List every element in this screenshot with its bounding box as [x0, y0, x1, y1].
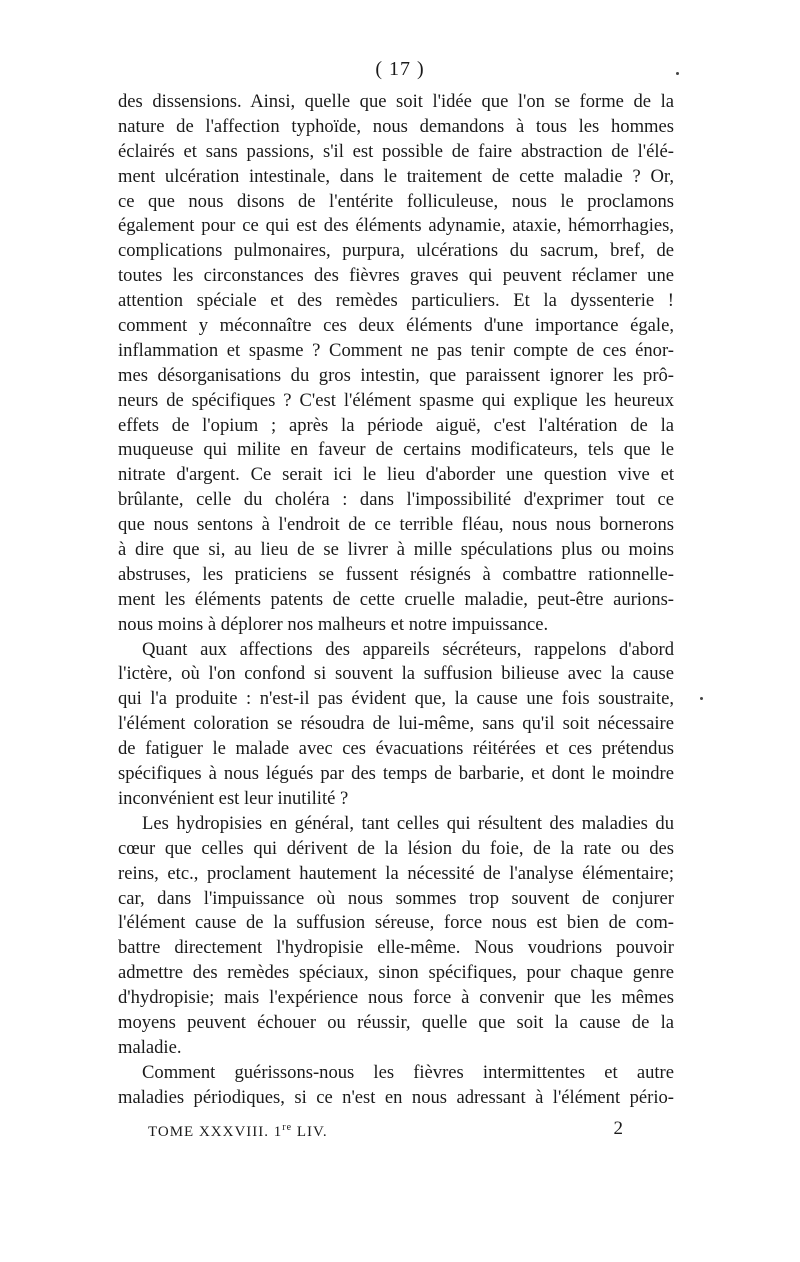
print-speck [700, 697, 703, 700]
text-line: moyens peuvent échouer ou réussir, quelle que soit la cause de la [118, 1011, 674, 1033]
text-line: cœur que celles qui dérivent de la lésion du foie, de la rate ou des [118, 837, 674, 859]
footer-tome: TOME XXXVIII. [148, 1124, 270, 1140]
text-line: Les hydropisies en général, tant celles qui résultent des maladies du [142, 812, 674, 834]
text-line: nature de l'affection typhoïde, nous demandons à tous les hommes [118, 115, 674, 137]
text-line: maladies périodiques, si ce n'est en nous adressant à l'élément pério- [118, 1086, 674, 1108]
text-line: qui l'a produite : n'est-il pas évident que, la cause une fois soustraite, [118, 688, 674, 710]
text-line: d'hydropisie; mais l'expérience nous force à convenir que les mêmes [118, 987, 674, 1009]
text-line: effets de l'opium ; après la période aiguë, c'est l'altération de la [118, 414, 674, 436]
footer-livraison-label: LIV. [296, 1124, 328, 1140]
text-line: nous moins à déplorer nos malheurs et notre impuissance. [118, 613, 549, 635]
body-text [118, 90, 674, 1111]
text-line: brûlante, celle du choléra : dans l'impossibilité d'exprimer tout ce [118, 489, 674, 511]
text-line: ce que nous disons de l'entérite folliculeuse, nous le proclamons [118, 190, 674, 212]
text-line: de fatiguer le malade avec ces évacuations réitérées et ces prétendus [118, 738, 674, 760]
text-line: inconvénient est leur inutilité ? [118, 787, 349, 809]
text-line: battre directement l'hydropisie elle-même. Nous voudrions pouvoir [118, 937, 674, 959]
text-line: que nous sentons à l'endroit de ce terrible fléau, nous nous bornerons [118, 514, 674, 536]
text-line: nitrate d'argent. Ce serait ici le lieu d'aborder une question vive et [118, 464, 674, 486]
page-footer [148, 1118, 648, 1144]
text-line: admettre des remèdes spéciaux, sinon spécifiques, pour chaque genre [118, 962, 674, 984]
text-line: éclairés et sans passions, s'il est possible de faire abstraction de l'élé- [118, 140, 674, 162]
text-line: abstruses, les praticiens se fussent résignés à combattre rationnelle- [118, 563, 674, 585]
text-line: Comment guérissons-nous les fièvres intermittentes et autre [142, 1061, 674, 1083]
text-line: ment les éléments patents de cette cruelle maladie, peut-être aurions- [118, 588, 674, 610]
text-line: inflammation et spasme ? Comment ne pas tenir compte de ces énor- [118, 339, 674, 361]
page-number: ( 17 ) [375, 58, 425, 80]
text-line: toutes les circonstances des fièvres graves qui peuvent réclamer une [118, 265, 674, 287]
text-line: maladie. [118, 1036, 182, 1058]
footer-livraison-suffix: re [282, 1122, 293, 1133]
text-line: complications pulmonaires, purpura, ulcérations du sacrum, bref, de [118, 240, 674, 262]
text-line: comment y méconnaître ces deux éléments d'une importance égale, [118, 315, 674, 337]
text-line: muqueuse qui milite en faveur de certains modificateurs, tels que le [118, 439, 674, 461]
text-line: l'élément coloration se résoudra de lui-même, sans qu'il soit nécessaire [118, 713, 674, 735]
print-speck [676, 72, 679, 75]
text-line: ment ulcération intestinale, dans le traitement de cette maladie ? Or, [118, 165, 674, 187]
text-line: l'élément cause de la suffusion séreuse, force nous est bien de com- [118, 912, 674, 934]
text-line: Quant aux affections des appareils sécréteurs, rappelons d'abord [142, 638, 674, 660]
footer-signature-line [148, 1122, 328, 1141]
text-line: mes désorganisations du gros intestin, que paraissent ignorer les prô- [118, 364, 674, 386]
text-line: l'ictère, où l'on confond si souvent la suffusion bilieuse avec la cause [118, 663, 674, 685]
text-line: neurs de spécifiques ? C'est l'élément spasme qui explique les heureux [118, 389, 674, 411]
text-line: attention spéciale et des remèdes particuliers. Et la dyssenterie ! [118, 290, 674, 312]
text-line: à dire que si, au lieu de se livrer à mille spéculations plus ou moins [118, 539, 674, 561]
text-line: également pour ce qui est des éléments adynamie, ataxie, hémorrhagies, [118, 215, 674, 237]
footer-signature-mark: 2 [613, 1118, 624, 1139]
text-line: reins, etc., proclament hautement la nécessité de l'analyse élémentaire; [118, 862, 674, 884]
footer-livraison-number: 1 [273, 1124, 283, 1140]
text-line: spécifiques à nous légués par des temps de barbarie, et dont le moindre [118, 763, 674, 785]
text-line: car, dans l'impuissance où nous sommes trop souvent de conjurer [118, 887, 674, 909]
text-line: des dissensions. Ainsi, quelle que soit l'idée que l'on se forme de la [118, 91, 674, 112]
